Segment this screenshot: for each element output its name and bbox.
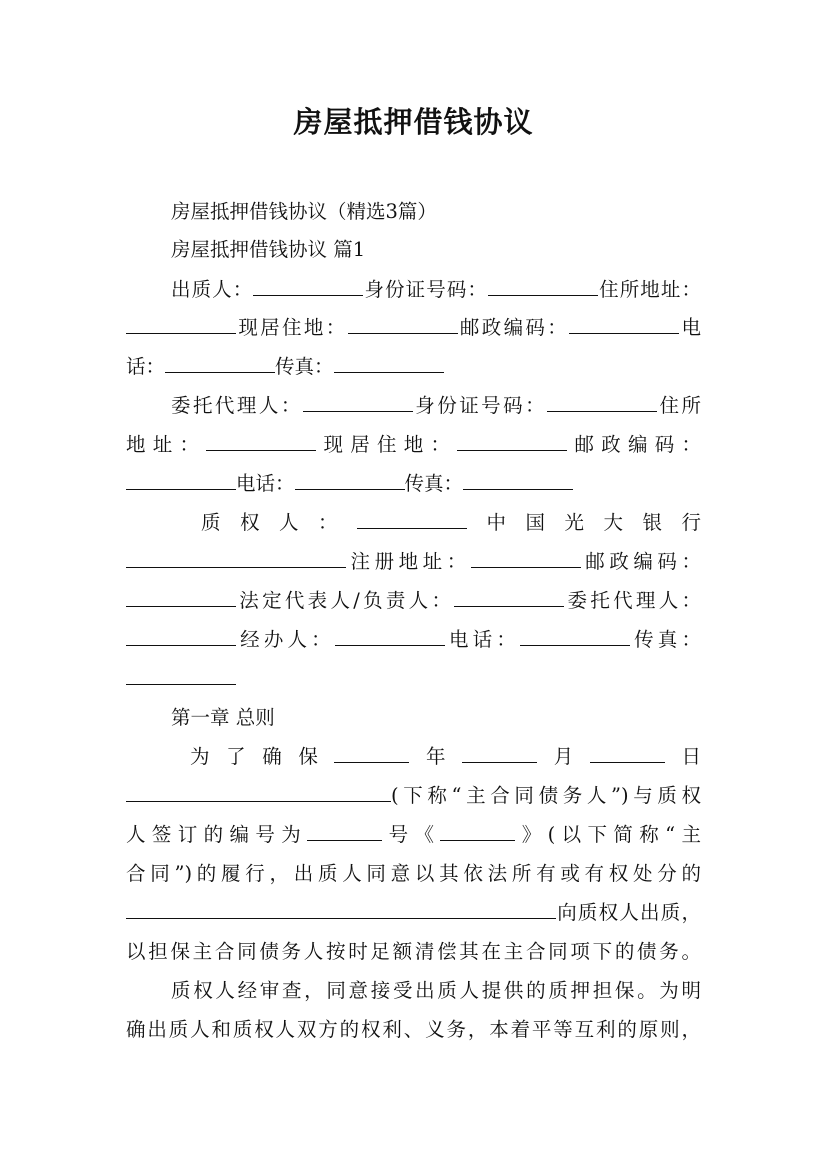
para1-line-6: 以担保主合同债务人按时足额清偿其在主合同项下的债务。: [126, 940, 701, 963]
blank-field: [126, 549, 346, 568]
pledgee-postcode-label: 邮政编码：: [580, 550, 701, 573]
agent-addr-label-a: 住所: [657, 394, 701, 417]
blank-field: [348, 315, 458, 334]
blank-field: [303, 393, 413, 412]
pledgor-line-2: [126, 314, 701, 341]
pledgee-fax-label: 传真：: [629, 628, 701, 651]
agent-label: 委托代理人：: [171, 394, 303, 417]
blank-field: [440, 822, 515, 841]
chapter-heading: 第一章 总则: [171, 706, 275, 729]
blank-field: [590, 744, 665, 763]
para1-text-e: 》(以下简称“主: [515, 823, 701, 846]
blank-field: [457, 432, 567, 451]
blank-field: [206, 432, 316, 451]
blank-field: [126, 627, 236, 646]
id-label: 身份证号码：: [363, 278, 489, 301]
blank-field: [334, 744, 409, 763]
pledgor-line-1: [171, 276, 701, 303]
section-heading: 房屋抵押借钱协议 篇1: [171, 238, 366, 261]
phone-label-b: 话：: [126, 355, 166, 378]
pledgee-line-3: [126, 587, 701, 614]
para2-line-1: 质权人经审查，同意接受出质人提供的质押担保。为明: [171, 979, 701, 1002]
blank-field: [569, 315, 679, 334]
blank-field: [295, 471, 405, 490]
agent-fax-label: 传真：: [404, 472, 464, 495]
para2-line-2: 确出质人和质权人双方的权利、义务，本着平等互利的原则，: [126, 1018, 701, 1041]
para1-line-5: [126, 899, 701, 926]
address-label: 住所地址：: [598, 278, 701, 301]
pledgee-line-2: [126, 548, 701, 575]
pledgee-line-4: [126, 626, 701, 653]
pledgee-line-1: [201, 509, 701, 536]
pledgee-label: 质权人：: [201, 511, 357, 534]
blank-field: [520, 627, 630, 646]
year-label: 年: [409, 745, 463, 768]
para1-line-2: [126, 782, 701, 809]
postcode-label: 邮政编码：: [457, 316, 570, 339]
blank-field: [253, 277, 363, 296]
blank-field: [126, 315, 236, 334]
para1-text-d: 号《: [382, 823, 441, 846]
pledgor-label: 出质人：: [171, 278, 254, 301]
month-label: 月: [537, 745, 590, 768]
agent-id-label: 身份证号码：: [412, 394, 548, 417]
para1-text-c: 人签订的编号为: [126, 823, 308, 846]
blank-field: [307, 822, 382, 841]
para1-text-a: 为了确保: [190, 745, 335, 768]
blank-field: [463, 471, 573, 490]
legal-rep-label: 法定代表人/负责人：: [236, 589, 455, 612]
blank-field: [471, 549, 581, 568]
para1-text-b: (下称“主合同债务人”)与质权: [391, 784, 701, 807]
phone-label-a: 电: [679, 316, 701, 339]
blank-field: [126, 588, 236, 607]
blank-field: [454, 588, 564, 607]
blank-field: [126, 783, 391, 802]
fax-label: 传真：: [275, 355, 334, 378]
agent-line-3: [126, 470, 701, 497]
pledgee-line-5: [126, 665, 701, 692]
day-label: 日: [664, 745, 701, 768]
blank-field: [126, 666, 236, 685]
blank-field: [335, 627, 445, 646]
para1-text-g: 向质权人出质，: [556, 901, 701, 924]
pledgee-phone-label: 电话：: [444, 628, 520, 651]
blank-field: [462, 744, 537, 763]
blank-field: [488, 277, 598, 296]
pledgee-agent-label: 委托代理人：: [564, 589, 701, 612]
handler-label: 经办人：: [236, 628, 335, 651]
agent-addr-label-b: 地址：: [126, 433, 207, 456]
agent-line-2: [126, 431, 701, 458]
agent-line-1: [171, 392, 701, 419]
para1-line-4: 合同”)的履行，出质人同意以其依法所有或有权处分的: [126, 862, 701, 885]
document-title: 房屋抵押借钱协议: [293, 105, 534, 139]
para1-line-3: [126, 821, 701, 848]
reg-addr-label: 注册地址：: [346, 550, 471, 573]
para1-line-1: [190, 743, 701, 770]
pledgor-line-3: [126, 353, 701, 380]
blank-field: [334, 354, 444, 373]
current-addr-label: 现居住地：: [236, 316, 348, 339]
agent-postcode-label: 邮政编码：: [567, 433, 701, 456]
agent-current-addr-label: 现居住地：: [316, 433, 458, 456]
intro-line: 房屋抵押借钱协议（精选3篇）: [171, 200, 437, 223]
blank-field: [547, 393, 657, 412]
blank-field: [357, 510, 467, 529]
blank-field: [126, 900, 556, 919]
blank-field: [126, 471, 236, 490]
agent-phone-label: 电话：: [236, 472, 295, 495]
bank-name: 中国光大银行: [467, 511, 701, 534]
blank-field: [165, 354, 275, 373]
